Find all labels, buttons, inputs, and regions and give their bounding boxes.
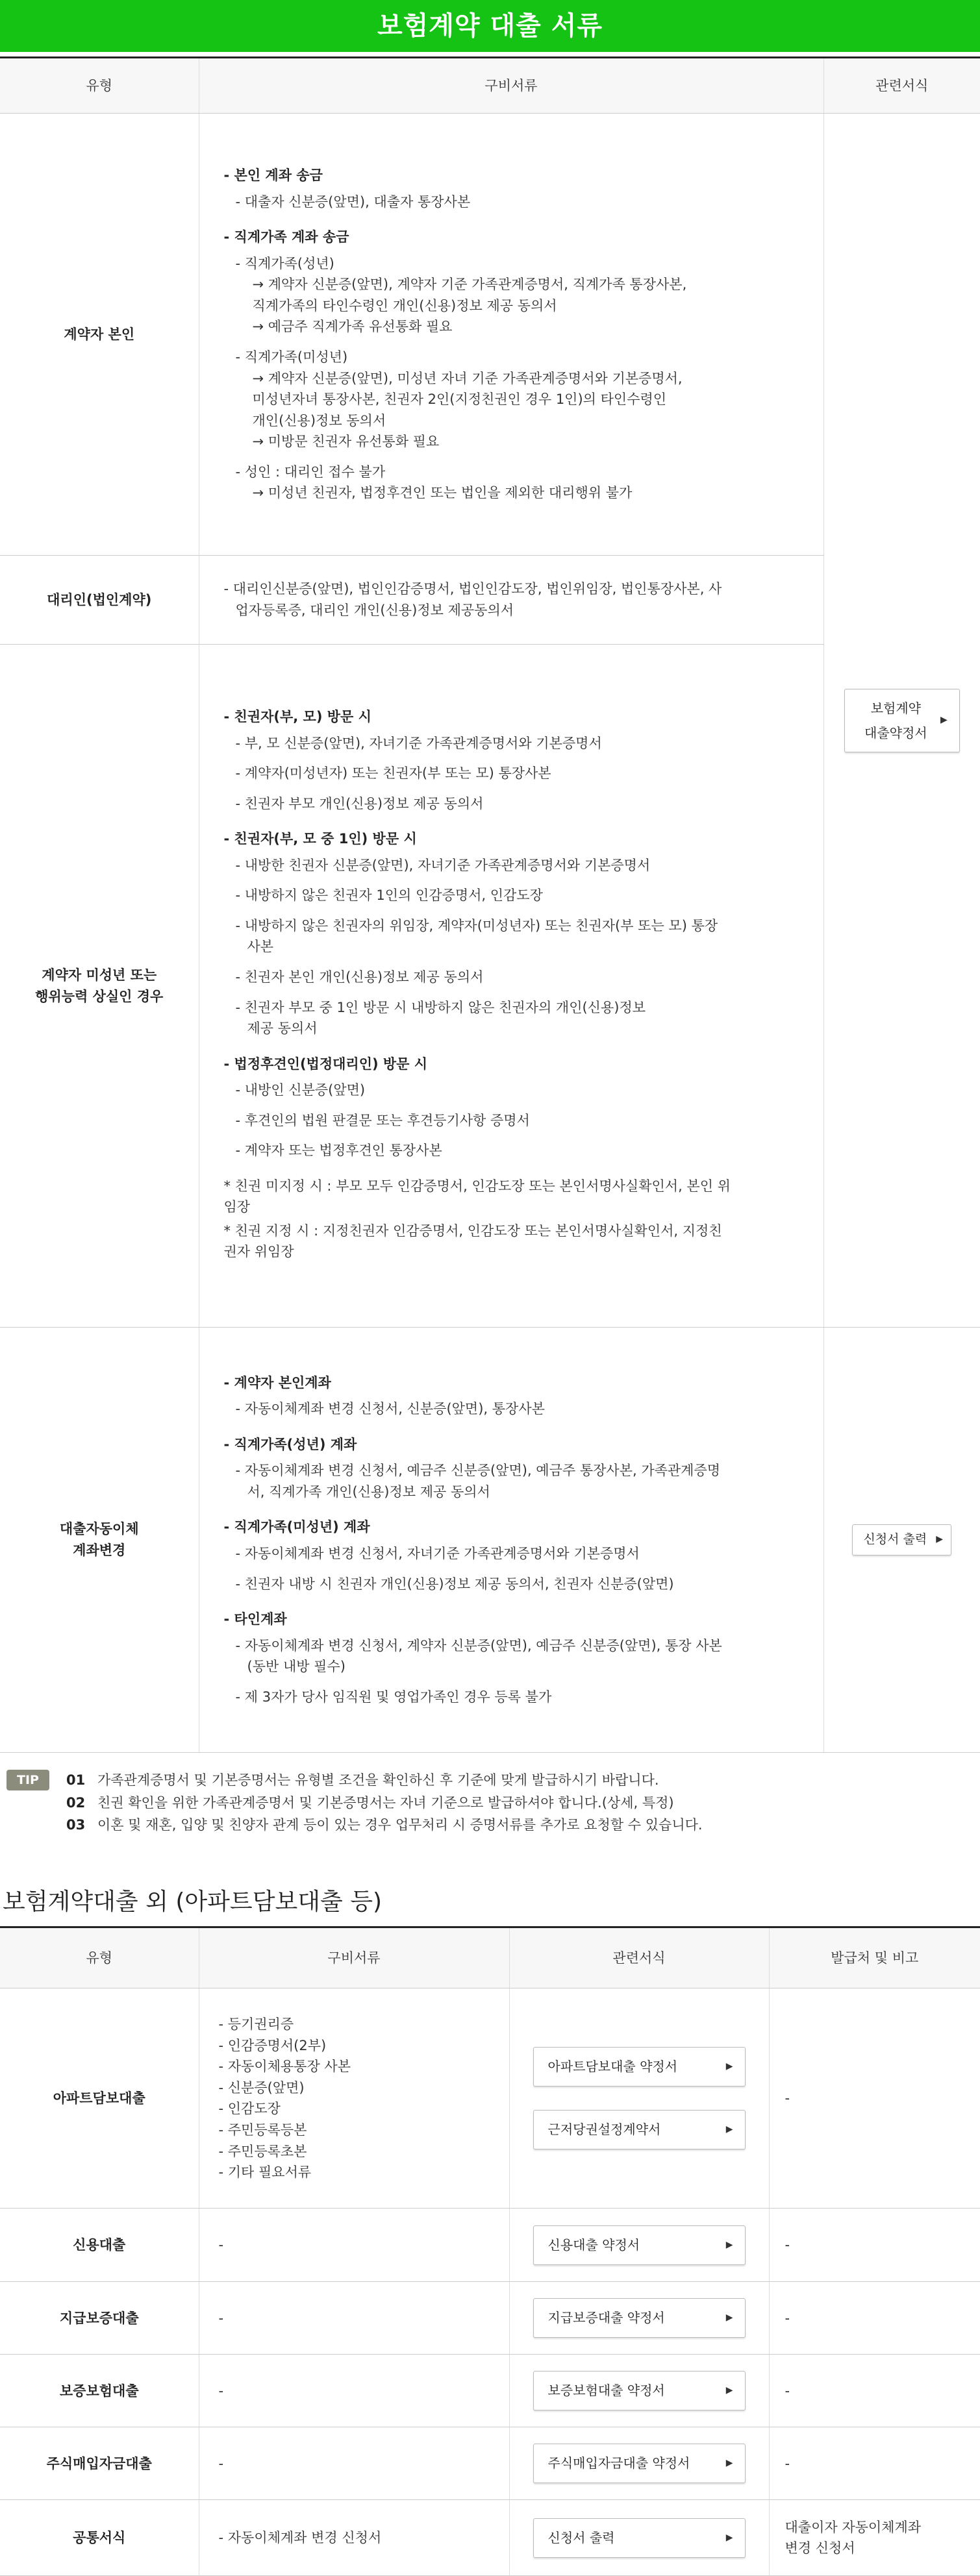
doc-line: 직계가족의 타인수령인 개인(신용)정보 제공 동의서: [236, 295, 798, 317]
chevron-right-icon: ▶: [726, 2531, 733, 2545]
doc-item: - 내방한 친권자 신분증(앞면), 자녀기준 가족관계증명서와 기본증명서: [224, 855, 798, 876]
row-issuer: -: [769, 2427, 980, 2500]
doc-group-title: - 직계가족(미성년) 계좌: [224, 1517, 798, 1538]
button-label: 주식매입자금대출 약정서: [548, 2453, 690, 2473]
doc-group: [224, 828, 798, 1039]
doc-line: → 미성년 친권자, 법정후견인 또는 법인을 제외한 대리행위 불가: [236, 482, 798, 504]
doc-line: - 직계가족(미성년): [236, 347, 798, 368]
doc-item: [224, 1635, 798, 1678]
doc-line: - 친권자 부모 중 1인 방문 시 내방하지 않은 친권자의 개인(신용)정보: [236, 997, 798, 1019]
row-type-label: 공통서식: [0, 2500, 199, 2576]
doc-group-title: - 타인계좌: [224, 1609, 798, 1630]
row-forms: [823, 114, 980, 1328]
doc-group: [224, 1517, 798, 1594]
tip-badge: TIP: [6, 1770, 49, 1790]
type-line: 계좌변경: [6, 1540, 192, 1561]
doc-line: - 인감도장: [219, 2098, 490, 2120]
mortgage-contract-button[interactable]: [533, 2110, 746, 2149]
doc-line: - 자동이체계좌 변경 신청서, 계약자 신분증(앞면), 예금주 신분증(앞면), 통장 사본: [236, 1635, 798, 1657]
doc-item: - 친권자 내방 시 친권자 개인(신용)정보 제공 동의서, 친권자 신분증(앞면): [224, 1574, 798, 1595]
doc-group-title: - 계약자 본인계좌: [224, 1372, 798, 1394]
guarantee-loan-agreement-button[interactable]: [533, 2298, 746, 2338]
doc-item: - 계약자(미성년자) 또는 친권자(부 또는 모) 통장사본: [224, 763, 798, 784]
issuer-line: 대출이자 자동이체계좌: [785, 2517, 980, 2538]
doc-item: - 계약자 또는 법정후견인 통장사본: [224, 1140, 798, 1161]
row-forms: [823, 1328, 980, 1753]
button-label: 지급보증대출 약정서: [548, 2308, 665, 2328]
doc-note: * 친권 지정 시 : 지정친권자 인감증명서, 인감도장 또는 본인서명사실확인서, 지정친 권자 위임장: [224, 1220, 798, 1263]
section-title: 보험계약대출 외 (아파트담보대출 등): [3, 1884, 980, 1927]
doc-line: → 계약자 신분증(앞면), 미성년 자녀 기준 가족관계증명서와 기본증명서,: [236, 368, 798, 390]
header-type: 유형: [0, 1927, 199, 1988]
table-row: [0, 1328, 980, 1753]
tip-text: 이혼 및 재혼, 입양 및 친양자 관계 등이 있는 경우 업무처리 시 증명서류를 추가로 요청할 수 있습니다.: [97, 1814, 703, 1836]
doc-item: [224, 915, 798, 958]
row-issuer: -: [769, 1988, 980, 2209]
row-documents: [199, 1988, 509, 2209]
doc-line: - 내방하지 않은 친권자의 위임장, 계약자(미성년자) 또는 친권자(부 또는 모) 통장: [236, 915, 798, 937]
table-row: [0, 2427, 980, 2500]
row-type-label: 주식매입자금대출: [0, 2427, 199, 2500]
doc-line: 업자등록증, 대리인 개인(신용)정보 제공동의서: [224, 600, 798, 621]
doc-item: - 부, 모 신분증(앞면), 자녀기준 가족관계증명서와 기본증명서: [224, 733, 798, 754]
doc-item: - 대출자 신분증(앞면), 대출자 통장사본: [224, 192, 798, 213]
doc-group: [224, 227, 798, 504]
table-row: [0, 2355, 980, 2427]
row-documents: [199, 114, 823, 556]
loan-agreement-button[interactable]: [844, 689, 960, 752]
doc-line: - 주민등록초본: [219, 2141, 490, 2162]
row-forms: [509, 1988, 769, 2209]
button-label: 신청서 출력: [548, 2528, 615, 2548]
table-row: [0, 2500, 980, 2576]
tip-item: [66, 1792, 703, 1814]
tip-box: [0, 1753, 980, 1837]
table-header: [0, 58, 980, 114]
row-issuer: -: [769, 2209, 980, 2282]
doc-group: [224, 1054, 798, 1161]
table-row: [0, 1988, 980, 2209]
tip-item: [66, 1770, 703, 1791]
doc-group: [224, 1372, 798, 1420]
doc-group: [224, 706, 798, 814]
doc-item: [224, 347, 798, 452]
tip-number: 02: [66, 1792, 97, 1814]
doc-group: [224, 1434, 798, 1503]
row-issuer: -: [769, 2355, 980, 2427]
doc-line: - 주민등록등본: [219, 2120, 490, 2141]
doc-item: - 후견인의 법원 판결문 또는 후견등기사항 증명서: [224, 1110, 798, 1132]
chevron-right-icon: ▶: [936, 1533, 943, 1547]
doc-group-title: - 친권자(부, 모) 방문 시: [224, 706, 798, 728]
doc-line: → 미방문 친권자 유선통화 필요: [236, 431, 798, 452]
chevron-right-icon: ▶: [726, 2311, 733, 2325]
doc-line: - 자동이체용통장 사본: [219, 2056, 490, 2077]
chevron-right-icon: ▶: [726, 2457, 733, 2471]
row-documents: -: [199, 2355, 509, 2427]
chevron-right-icon: ▶: [726, 2384, 733, 2398]
row-documents: [199, 556, 823, 645]
row-documents: -: [199, 2282, 509, 2355]
row-documents: [199, 1328, 823, 1753]
doc-item: - 제 3자가 당사 임직원 및 영업가족인 경우 등록 불가: [224, 1687, 798, 1708]
issuer-line: 변경 신청서: [785, 2538, 980, 2559]
row-forms: [509, 2282, 769, 2355]
button-label: 아파트담보대출 약정서: [548, 2057, 678, 2077]
row-type-label: [0, 1328, 199, 1753]
row-forms: [509, 2209, 769, 2282]
doc-line: - 등기권리증: [219, 2014, 490, 2035]
tip-item: [66, 1814, 703, 1836]
doc-item: [224, 253, 798, 338]
header-documents: 구비서류: [199, 1927, 509, 1988]
credit-loan-agreement-button[interactable]: [533, 2225, 746, 2265]
row-documents: -: [199, 2427, 509, 2500]
row-type-label: [0, 645, 199, 1328]
row-forms: [509, 2427, 769, 2500]
doc-line: - 직계가족(성년): [236, 253, 798, 275]
doc-line: 미성년자녀 통장사본, 친권자 2인(지정친권인 경우 1인)의 타인수령인: [236, 389, 798, 410]
chevron-right-icon: ▶: [726, 2123, 733, 2137]
doc-item: - 친권자 부모 개인(신용)정보 제공 동의서: [224, 793, 798, 815]
row-type-label: 보증보험대출: [0, 2355, 199, 2427]
doc-item: - 내방하지 않은 친권자 1인의 인감증명서, 인감도장: [224, 885, 798, 906]
button-label: 보험계약: [861, 696, 931, 721]
button-label: 대출약정서: [861, 721, 931, 745]
header-documents: 구비서류: [199, 58, 823, 114]
row-issuer: [769, 2500, 980, 2576]
other-loans-table: [0, 1926, 980, 2576]
doc-line: - 기타 필요서류: [219, 2162, 490, 2183]
doc-line: → 계약자 신분증(앞면), 계약자 기준 가족관계증명서, 직계가족 통장사본,: [236, 274, 798, 295]
chevron-right-icon: ▶: [726, 2060, 733, 2074]
doc-item: [224, 1460, 798, 1502]
button-label: 보증보험대출 약정서: [548, 2381, 665, 2401]
page-banner: [0, 0, 980, 52]
doc-item: [224, 462, 798, 504]
tip-text: 가족관계증명서 및 기본증명서는 유형별 조건을 확인하신 후 기준에 맞게 발급하시기 바랍니다.: [97, 1770, 659, 1791]
doc-line: - 인감증명서(2부): [219, 2035, 490, 2057]
button-label: 신용대출 약정서: [548, 2235, 640, 2255]
row-forms: [509, 2500, 769, 2576]
doc-line: - 성인 : 대리인 접수 불가: [236, 462, 798, 483]
doc-line: 개인(신용)정보 동의서: [236, 410, 798, 432]
print-application-button[interactable]: [852, 1524, 951, 1555]
surety-insurance-loan-agreement-button[interactable]: [533, 2371, 746, 2410]
header-forms: 관련서식: [509, 1927, 769, 1988]
doc-note: * 친권 미지정 시 : 부모 모두 인감증명서, 인감도장 또는 본인서명사실확인서, 본인 위 임장: [224, 1176, 798, 1218]
header-issuer: 발급처 및 비고: [769, 1927, 980, 1988]
doc-item: - 친권자 본인 개인(신용)정보 제공 동의서: [224, 967, 798, 988]
common-print-application-button[interactable]: [533, 2518, 746, 2558]
row-documents: -: [199, 2209, 509, 2282]
button-group: [510, 2027, 769, 2169]
table-row: [0, 2282, 980, 2355]
tip-number: 01: [66, 1770, 97, 1791]
header-forms: 관련서식: [823, 58, 980, 114]
doc-line: 사본: [236, 936, 798, 958]
row-type-label: 신용대출: [0, 2209, 199, 2282]
button-label: 신청서 출력: [863, 1530, 927, 1549]
row-type-label: 지급보증대출: [0, 2282, 199, 2355]
header-type: 유형: [0, 58, 199, 114]
button-label: 근저당권설정계약서: [548, 2120, 661, 2140]
table-header: [0, 1927, 980, 1988]
table-row: [0, 114, 980, 556]
chevron-right-icon: ▶: [726, 2238, 733, 2253]
doc-line: - 자동이체계좌 변경 신청서, 예금주 신분증(앞면), 예금주 통장사본, 가족관계증명: [236, 1460, 798, 1481]
row-forms: [509, 2355, 769, 2427]
doc-line: - 대리인신분증(앞면), 법인인감증명서, 법인인감도장, 법인위임장, 법인통장사본, 사: [224, 578, 798, 600]
doc-group-title: - 직계가족 계좌 송금: [224, 227, 798, 248]
loan-documents-table: [0, 56, 980, 1753]
doc-line: - 신분증(앞면): [219, 2077, 490, 2099]
chevron-right-icon: ▶: [940, 712, 948, 729]
row-type-label: 아파트담보대출: [0, 1988, 199, 2209]
row-issuer: -: [769, 2282, 980, 2355]
doc-group: [224, 165, 798, 212]
doc-item: - 내방인 신분증(앞면): [224, 1080, 798, 1101]
apartment-loan-agreement-button[interactable]: [533, 2047, 746, 2087]
doc-group: [224, 1609, 798, 1707]
doc-line: 제공 동의서: [236, 1018, 798, 1039]
type-line: 계약자 미성년 또는: [6, 965, 192, 986]
tip-number: 03: [66, 1814, 97, 1836]
doc-line: 서, 직계가족 개인(신용)정보 제공 동의서: [236, 1481, 798, 1503]
doc-line: → 예금주 직계가족 유선통화 필요: [236, 316, 798, 338]
stock-purchase-loan-agreement-button[interactable]: [533, 2444, 746, 2483]
row-documents: [199, 645, 823, 1328]
table-row: [0, 2209, 980, 2282]
type-line: 대출자동이체: [6, 1518, 192, 1540]
doc-notes: [224, 1176, 798, 1263]
doc-group-title: - 본인 계좌 송금: [224, 165, 798, 186]
doc-item: - 자동이체계좌 변경 신청서, 자녀기준 가족관계증명서와 기본증명서: [224, 1543, 798, 1565]
doc-group-title: - 직계가족(성년) 계좌: [224, 1434, 798, 1455]
tip-list: [66, 1770, 703, 1837]
row-type-label: 계약자 본인: [0, 114, 199, 556]
doc-group-title: - 친권자(부, 모 중 1인) 방문 시: [224, 828, 798, 850]
doc-list: [219, 2014, 490, 2183]
row-documents: - 자동이체계좌 변경 신청서: [199, 2500, 509, 2576]
doc-line: (동반 내방 필수): [236, 1656, 798, 1678]
tip-text: 친권 확인을 위한 가족관계증명서 및 기본증명서는 자녀 기준으로 발급하셔야 합니다.(상세, 특정): [97, 1792, 674, 1814]
doc-item: [224, 997, 798, 1039]
page-title: 보험계약 대출 서류: [377, 6, 603, 46]
type-line: 행위능력 상실인 경우: [6, 986, 192, 1008]
row-type-label: 대리인(법인계약): [0, 556, 199, 645]
doc-item: - 자동이체계좌 변경 신청서, 신분증(앞면), 통장사본: [224, 1398, 798, 1420]
doc-group-title: - 법정후견인(법정대리인) 방문 시: [224, 1054, 798, 1075]
